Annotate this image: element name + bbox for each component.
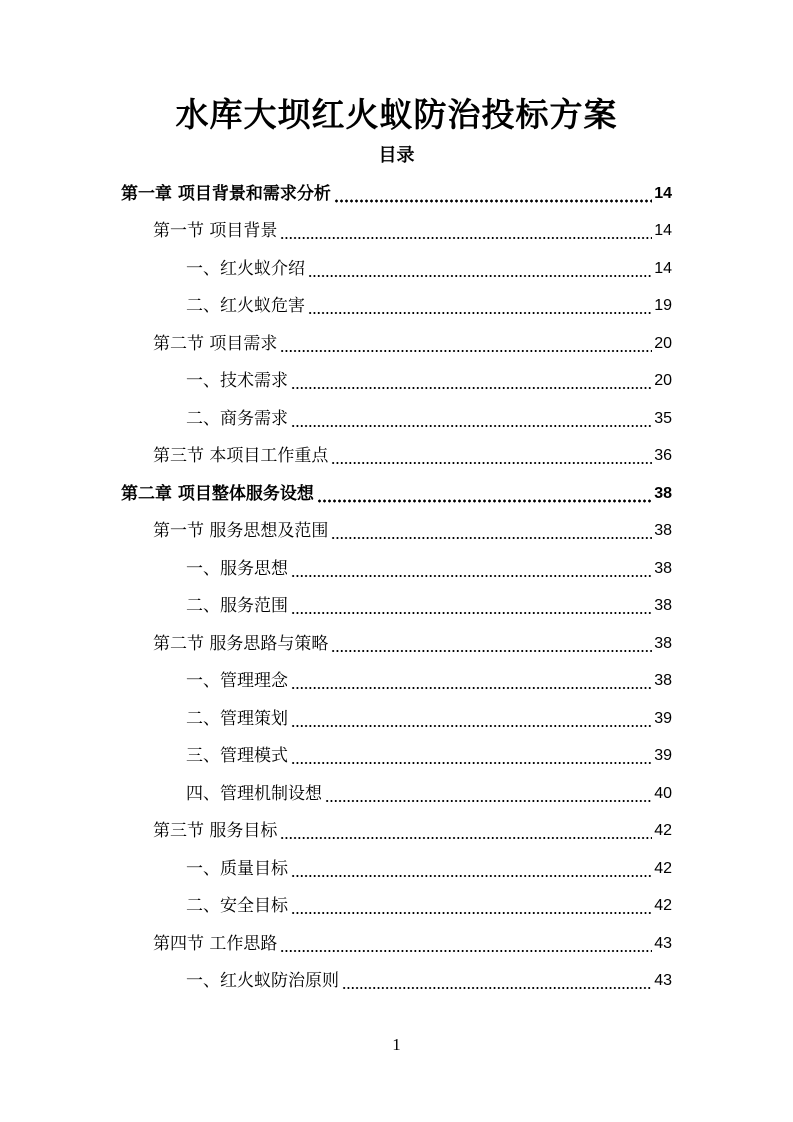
dot-leader — [325, 782, 652, 806]
toc-heading: 目录 — [378, 145, 415, 166]
dot-leader — [291, 557, 652, 581]
toc-entry-page: 20 — [654, 334, 672, 352]
dot-leader — [331, 519, 652, 543]
page-number: 1 — [392, 1035, 401, 1054]
toc-entry-title: 一、服务思想 — [186, 558, 288, 579]
dot-leader — [291, 407, 652, 431]
toc-entry-title: 第一节 项目背景 — [153, 221, 278, 242]
toc-entry-page: 35 — [654, 409, 672, 427]
toc-entry-page: 39 — [654, 709, 672, 727]
toc-entry-chapter[interactable] — [0, 475, 793, 513]
toc-entry-subsection[interactable] — [0, 775, 793, 813]
toc-entry-page: 38 — [654, 672, 672, 690]
toc-entry-page: 40 — [654, 784, 672, 802]
toc-entry-page: 38 — [654, 559, 672, 577]
toc-entry-title: 一、质量目标 — [186, 858, 288, 879]
toc-entry-subsection[interactable] — [0, 250, 793, 288]
dot-leader — [280, 932, 652, 956]
dot-leader — [331, 444, 652, 468]
toc-entry-subsection[interactable] — [0, 700, 793, 738]
toc-entry-title: 一、技术需求 — [186, 371, 288, 392]
toc-entry-page: 14 — [654, 259, 672, 277]
dot-leader — [334, 182, 652, 206]
dot-leader — [291, 744, 652, 768]
dot-leader — [308, 257, 652, 281]
document-title: 水库大坝红火蚁防治投标方案 — [175, 95, 618, 134]
dot-leader — [308, 294, 652, 318]
dot-leader — [291, 369, 652, 393]
toc-entry-title: 第一节 服务思想及范围 — [153, 521, 329, 542]
dot-leader — [291, 594, 652, 618]
toc-entry-title: 二、商务需求 — [186, 408, 288, 429]
toc-entry-title: 二、安全目标 — [186, 896, 288, 917]
toc-entry-subsection[interactable] — [0, 400, 793, 438]
toc-entry-title: 二、红火蚁危害 — [186, 296, 305, 317]
toc-entry-title: 第一章 项目背景和需求分析 — [121, 183, 331, 204]
toc-entry-title: 一、管理理念 — [186, 671, 288, 692]
toc-entry-section[interactable] — [0, 513, 793, 551]
toc-entry-section[interactable] — [0, 325, 793, 363]
toc-entry-page: 42 — [654, 822, 672, 840]
toc-entry-page: 42 — [654, 897, 672, 915]
dot-leader — [291, 857, 652, 881]
toc-entry-page: 43 — [654, 934, 672, 952]
toc-entry-page: 38 — [654, 522, 672, 540]
toc-entry-section[interactable] — [0, 925, 793, 963]
toc-entry-page: 38 — [654, 597, 672, 615]
dot-leader — [331, 632, 652, 656]
toc-entry-page: 38 — [654, 634, 672, 652]
toc-entry-page: 43 — [654, 972, 672, 990]
toc-entry-section[interactable] — [0, 438, 793, 476]
toc-entry-page: 19 — [654, 297, 672, 315]
toc-entry-page: 20 — [654, 372, 672, 390]
toc-entry-subsection[interactable] — [0, 663, 793, 701]
toc-entry-subsection[interactable] — [0, 550, 793, 588]
toc-entry-title: 第二节 服务思路与策略 — [153, 633, 329, 654]
toc-entry-subsection[interactable] — [0, 738, 793, 776]
toc-entry-title: 第三节 服务目标 — [153, 821, 278, 842]
toc-entry-chapter[interactable] — [0, 175, 793, 213]
dot-leader — [291, 669, 652, 693]
toc-entry-section[interactable] — [0, 625, 793, 663]
dot-leader — [291, 707, 652, 731]
toc-entry-subsection[interactable] — [0, 288, 793, 326]
dot-leader — [291, 894, 652, 918]
toc-entry-title: 二、服务范围 — [186, 596, 288, 617]
toc-entry-title: 一、红火蚁防治原则 — [186, 971, 339, 992]
dot-leader — [280, 332, 652, 356]
toc-entry-page: 42 — [654, 859, 672, 877]
toc-entry-section[interactable] — [0, 813, 793, 851]
toc-entry-title: 第三节 本项目工作重点 — [153, 446, 329, 467]
toc-entry-subsection[interactable] — [0, 588, 793, 626]
dot-leader — [280, 819, 652, 843]
toc-entry-page: 38 — [654, 484, 672, 502]
dot-leader — [342, 969, 652, 993]
dot-leader — [280, 219, 652, 243]
toc-entry-page: 14 — [654, 184, 672, 202]
toc-entry-subsection[interactable] — [0, 963, 793, 1001]
toc-entry-title: 二、管理策划 — [186, 708, 288, 729]
table-of-contents — [0, 175, 793, 1000]
toc-entry-title: 第二节 项目需求 — [153, 333, 278, 354]
toc-entry-page: 14 — [654, 222, 672, 240]
toc-entry-title: 第四节 工作思路 — [153, 933, 278, 954]
toc-entry-section[interactable] — [0, 213, 793, 251]
toc-entry-page: 36 — [654, 447, 672, 465]
toc-entry-title: 第二章 项目整体服务设想 — [121, 483, 314, 504]
toc-entry-subsection[interactable] — [0, 888, 793, 926]
toc-entry-subsection[interactable] — [0, 850, 793, 888]
dot-leader — [317, 482, 652, 506]
toc-entry-title: 三、管理模式 — [186, 746, 288, 767]
toc-entry-title: 一、红火蚁介绍 — [186, 258, 305, 279]
toc-entry-page: 39 — [654, 747, 672, 765]
toc-entry-title: 四、管理机制设想 — [186, 783, 322, 804]
toc-entry-subsection[interactable] — [0, 363, 793, 401]
